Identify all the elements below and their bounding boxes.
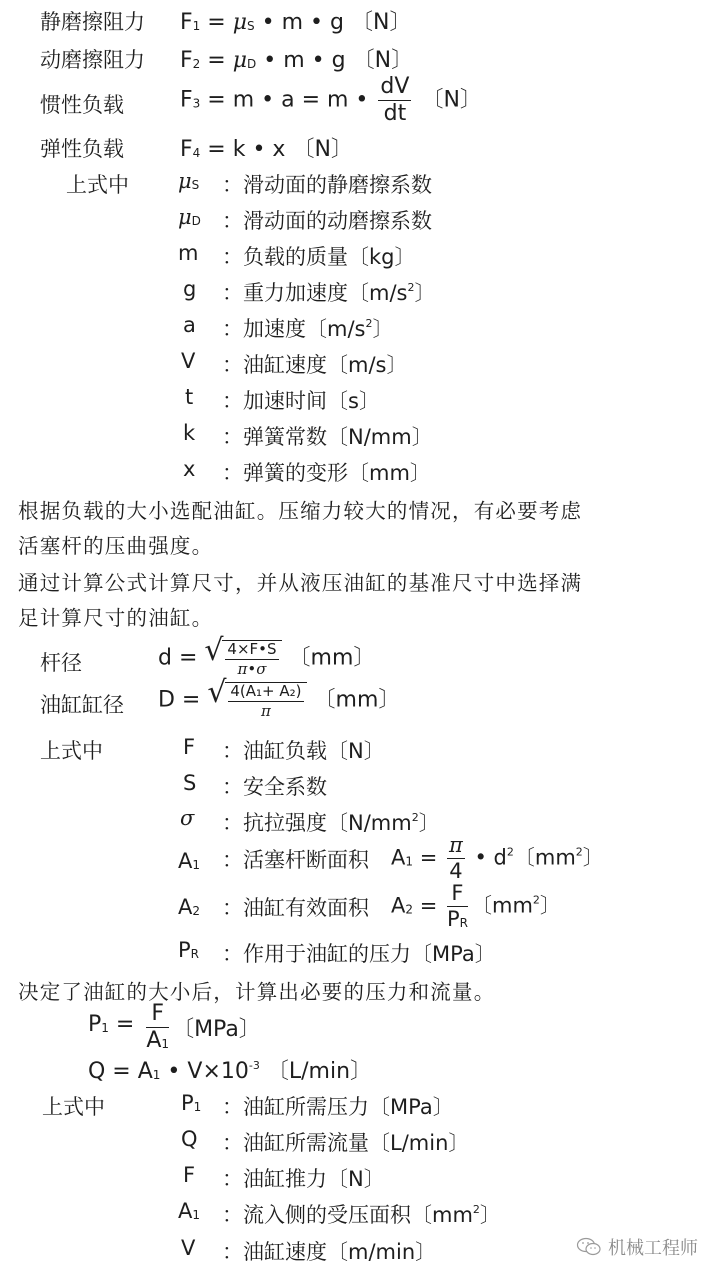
desc-f: ：油缸负载〔N〕 (222, 739, 385, 763)
desc-k: ：弹簧常数〔N/mm〕 (222, 425, 433, 449)
desc-x: ：弹簧的变形〔mm〕 (222, 461, 431, 485)
formula-dynamic-friction: F2 = μD • m • g 〔N〕 (180, 48, 414, 73)
symbol-sigma: σ (180, 806, 195, 830)
formula-rod-diameter: d = √ $\frac{4\times F•S}{\pi•\sigma}$ 〔mm〕 (158, 633, 376, 678)
paragraph-1-line-2: 活塞杆的压曲强度。 (18, 534, 214, 558)
symbol-x: x (183, 457, 196, 481)
desc-t: ：加速时间〔s〕 (222, 389, 380, 413)
formula-elastic: F4 = k • x 〔N〕 (180, 137, 353, 162)
desc-v: ：油缸速度〔m/s〕 (222, 353, 408, 377)
desc-v-min: ：油缸速度〔m/min〕 (222, 1240, 437, 1264)
desc-a1: ：活塞杆断面积 A1 = $\frac{\pi}{4}$ • $d^2$〔$mm^2$〕 (222, 833, 604, 883)
symbol-v: V (181, 349, 196, 373)
desc-a: ：加速度〔$m/s^2$〕 (222, 317, 394, 341)
formula-label-rod-diameter: 杆径 (40, 651, 82, 675)
desc-p1: ：油缸所需压力〔MPa〕 (222, 1095, 454, 1119)
formula-flow: Q = A1 • $V\times 10^{-3}$ 〔L/min〕 (88, 1059, 373, 1084)
desc-s: ：安全系数 (222, 775, 327, 799)
paragraph-2-line-1: 通过计算公式计算尺寸，并从液压油缸的基准尺寸中选择满 (18, 571, 583, 595)
symbol-f: F (183, 735, 196, 759)
symbol-m: m (178, 241, 199, 265)
paragraph-3: 决定了油缸的大小后，计算出必要的压力和流量。 (18, 980, 496, 1004)
symbol-pr: PR (178, 938, 200, 962)
where-label-1: 上式中 (66, 173, 129, 197)
formula-bore-diameter: D = √ $\frac{\text{4(A₁+ A₂)}}{\pi}$ 〔mm〕 (158, 675, 401, 720)
desc-a1-inflow: ：流入侧的受压面积〔$mm^2$〕 (222, 1203, 501, 1227)
symbol-a1-inflow: A1 (178, 1199, 201, 1223)
desc-pr: ：作用于油缸的压力〔MPa〕 (222, 942, 496, 966)
desc-g: ：重力加速度〔$m/s^2$〕 (222, 281, 436, 305)
where-label-2: 上式中 (40, 739, 103, 763)
symbol-mu-s: μS (178, 169, 200, 193)
symbol-k: k (183, 421, 196, 445)
symbol-a2: A2 (178, 895, 201, 919)
formula-label-bore-diameter: 油缸缸径 (40, 693, 124, 717)
symbol-mu-d: μD (178, 205, 201, 229)
symbol-v-min: V (181, 1236, 196, 1260)
desc-a2: ：油缸有效面积 A2 = $\frac{F}{PR}$ 〔$mm^2$〕 (222, 881, 561, 931)
symbol-a: a (183, 313, 196, 337)
desc-mu-d: ：滑动面的动磨擦系数 (222, 209, 432, 233)
symbol-s: S (183, 771, 197, 795)
formula-label-elastic: 弹性负载 (40, 137, 124, 161)
symbol-g: g (183, 277, 197, 301)
formula-a1: A1 = $\frac{\pi}{4}$ • $d^2$〔$mm^2$〕 (391, 833, 604, 883)
symbol-p1: P1 (181, 1091, 202, 1115)
formula-label-dynamic-friction: 动磨擦阻力 (40, 48, 145, 72)
desc-sigma: ：抗拉强度〔$N/mm^2$〕 (222, 811, 440, 835)
formula-label-inertia: 惯性负载 (40, 93, 124, 117)
paragraph-1-line-1: 根据负载的大小选配油缸。压缩力较大的情况，有必要考虑 (18, 499, 583, 523)
desc-m: ：负载的质量〔kg〕 (222, 245, 416, 269)
desc-f-thrust: ：油缸推力〔N〕 (222, 1167, 385, 1191)
formula-pressure: P1 = $\frac{F}{A1}$ 〔MPa〕 (88, 1001, 261, 1053)
formula-static-friction: F1 = μS • m • g 〔N〕 (180, 10, 412, 35)
desc-q: ：油缸所需流量〔L/min〕 (222, 1131, 470, 1155)
watermark-text: 机械工程师 (608, 1238, 698, 1259)
paragraph-2-line-2: 足计算尺寸的油缸。 (18, 606, 214, 630)
formula-a2: A2 = $\frac{F}{PR}$ 〔$mm^2$〕 (391, 881, 561, 931)
wechat-icon (576, 1237, 602, 1257)
formula-inertia: F3 = m • a = m • $\frac{dV}{dt}$ 〔N〕 (180, 74, 482, 126)
symbol-t: t (185, 385, 194, 409)
desc-mu-s: ：滑动面的静磨擦系数 (222, 173, 432, 197)
formula-label-static-friction: 静磨擦阻力 (40, 10, 145, 34)
symbol-f-thrust: F (183, 1163, 196, 1187)
symbol-q: Q (181, 1127, 198, 1151)
where-label-3: 上式中 (42, 1095, 105, 1119)
symbol-a1: A1 (178, 849, 201, 873)
watermark (576, 1234, 698, 1260)
